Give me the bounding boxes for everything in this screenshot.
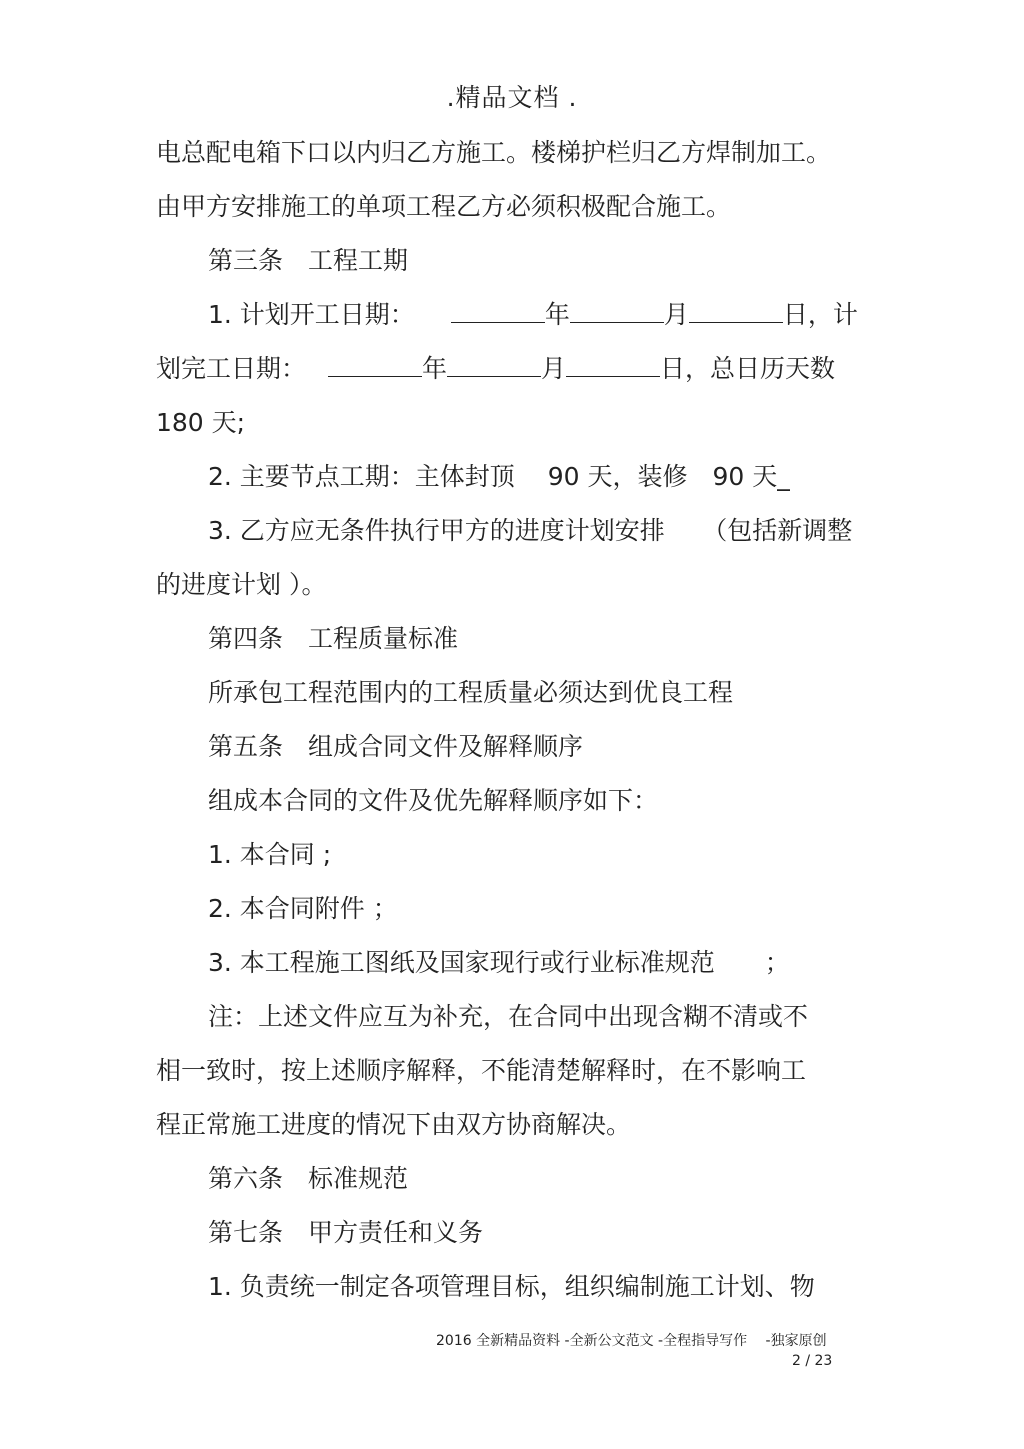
paragraph-line: 2. 主要节点工期：主体封顶 90 天，装修 90 天_ bbox=[208, 462, 790, 491]
month-blank bbox=[570, 300, 664, 323]
month-label: 月 bbox=[663, 300, 689, 329]
day-label: 日，计 bbox=[782, 300, 858, 329]
paragraph-line: 注：上述文件应互为补充，在合同中出现含糊不清或不 bbox=[208, 1002, 809, 1031]
day-blank bbox=[689, 300, 783, 323]
page-header-title: .精品文档 . bbox=[446, 83, 578, 112]
paragraph-line: 3. 乙方应无条件执行甲方的进度计划安排 （包括新调整 bbox=[208, 516, 853, 545]
year-label: 年 bbox=[544, 300, 570, 329]
paragraph-line: 组成本合同的文件及优先解释顺序如下： bbox=[208, 786, 659, 815]
list-item: 2. 本合同附件 ； bbox=[208, 894, 398, 923]
year-label: 年 bbox=[422, 354, 448, 383]
start-date-label: 1. 计划开工日期： bbox=[208, 300, 415, 329]
paragraph-line: 电总配电箱下口以内归乙方施工。楼梯护栏归乙方焊制加工。 bbox=[156, 138, 832, 167]
section-heading: 第六条 标准规范 bbox=[208, 1164, 409, 1193]
day-label: 日，总日历天数 bbox=[660, 354, 836, 383]
list-item: 1. 本合同 ; bbox=[208, 840, 332, 869]
paragraph-line: 相一致时，按上述顺序解释，不能清楚解释时，在不影响工 bbox=[156, 1056, 807, 1085]
section-heading: 第三条 工程工期 bbox=[208, 246, 409, 275]
month-blank bbox=[447, 354, 541, 377]
end-date-line bbox=[156, 354, 835, 384]
page-number: 2 / 23 bbox=[792, 1353, 833, 1369]
end-date-label: 划完工日期： bbox=[156, 354, 307, 383]
section-heading: 第四条 工程质量标准 bbox=[208, 624, 459, 653]
year-blank bbox=[451, 300, 545, 323]
paragraph-line: 的进度计划 ）。 bbox=[156, 570, 327, 599]
year-blank bbox=[328, 354, 422, 377]
list-item: 3. 本工程施工图纸及国家现行或行业标准规范 ； bbox=[208, 948, 790, 977]
section-heading: 第七条 甲方责任和义务 bbox=[208, 1218, 484, 1247]
paragraph-line: 由甲方安排施工的单项工程乙方必须积极配合施工。 bbox=[156, 192, 732, 221]
paragraph-line: 1. 负责统一制定各项管理目标，组织编制施工计划、物 bbox=[208, 1272, 815, 1301]
start-date-line bbox=[208, 300, 858, 330]
footer-text: 2016 全新精品资料 -全新公文范文 -全程指导写作 -独家原创 bbox=[436, 1333, 827, 1349]
paragraph-line: 所承包工程范围内的工程质量必须达到优良工程 bbox=[208, 678, 734, 707]
section-heading: 第五条 组成合同文件及解释顺序 bbox=[208, 732, 584, 761]
day-blank bbox=[566, 354, 660, 377]
paragraph-line: 程正常施工进度的情况下由双方协商解决。 bbox=[156, 1110, 632, 1139]
paragraph-line: 180 天; bbox=[156, 408, 246, 437]
month-label: 月 bbox=[541, 354, 567, 383]
